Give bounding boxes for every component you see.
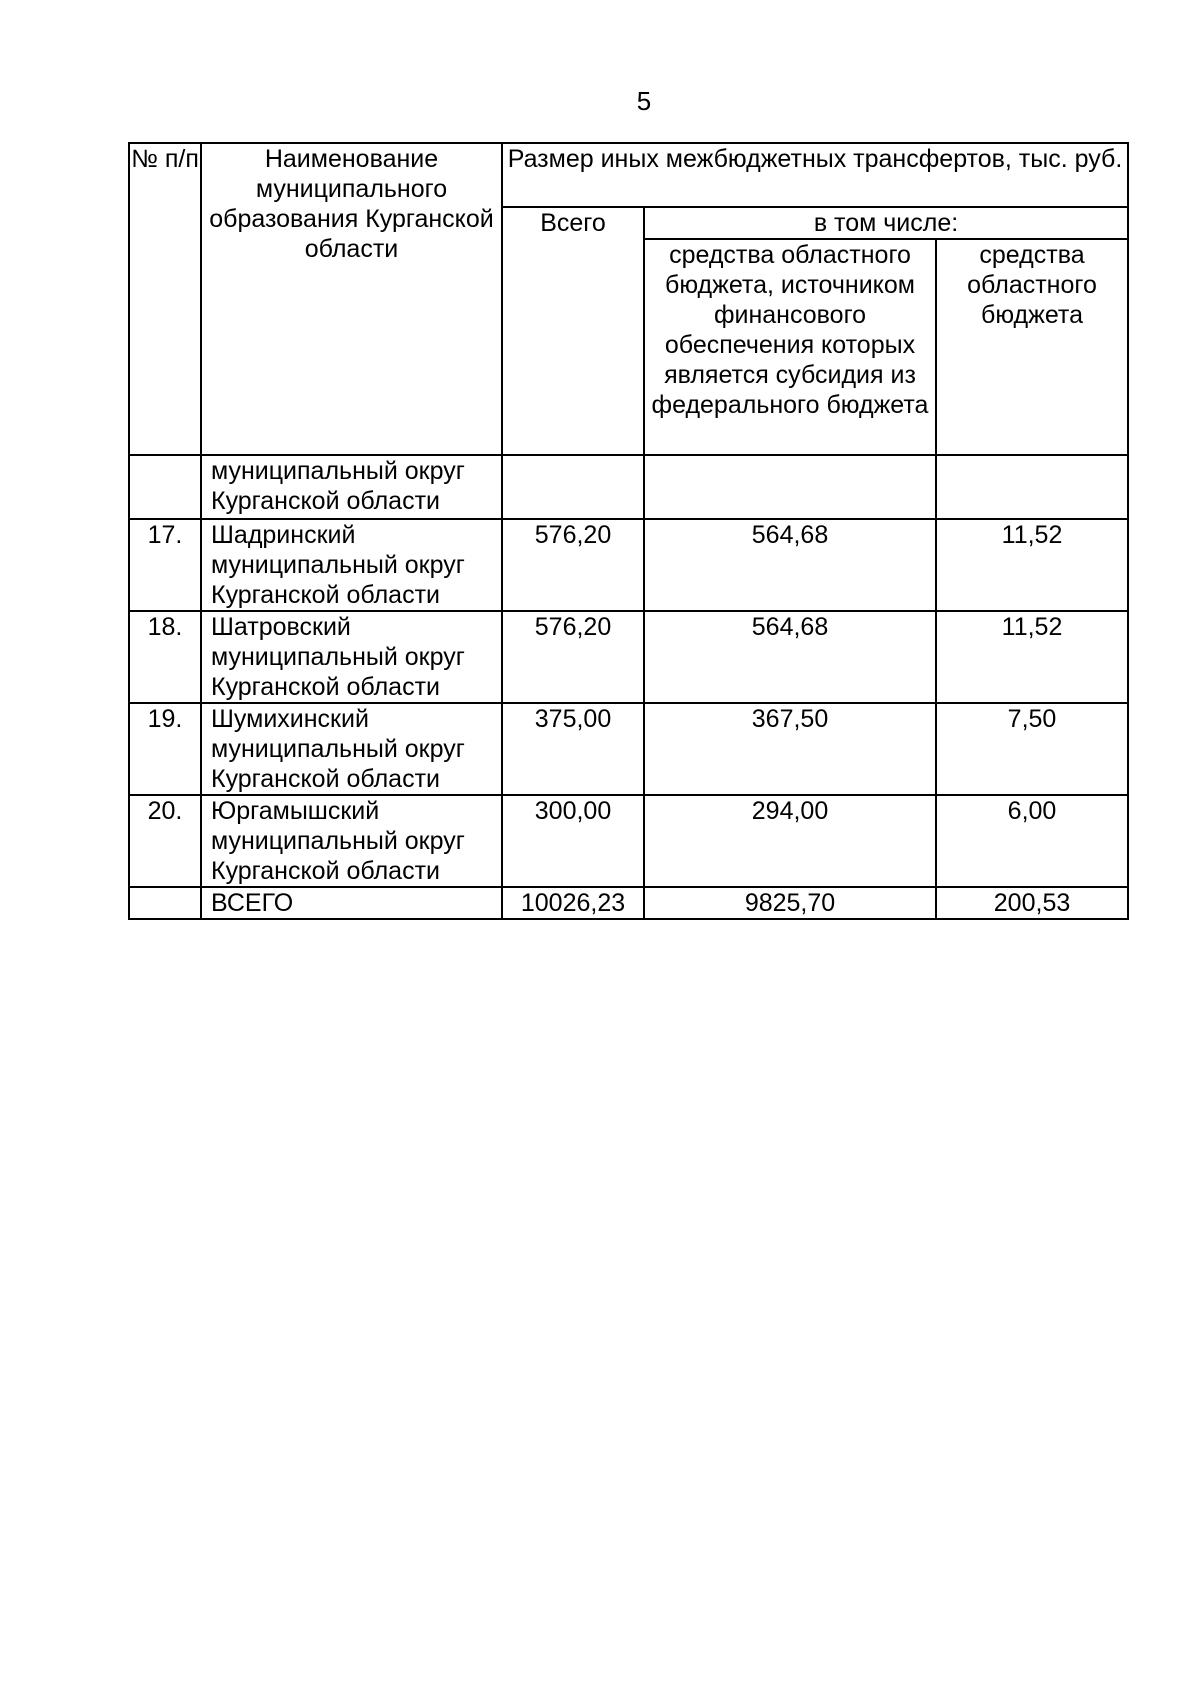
cell-name: Шатровский муниципальный округ Курганской области [201, 611, 502, 703]
cell-total: 10026,23 [502, 887, 644, 919]
cell-total: 300,00 [502, 795, 644, 887]
cell-num: 19. [129, 703, 201, 795]
cell-federal [644, 455, 936, 519]
table-row [129, 795, 1128, 887]
header-including: в том числе: [644, 207, 1128, 239]
cell-total: 375,00 [502, 703, 644, 795]
cell-total-label: ВСЕГО [201, 887, 502, 919]
cell-num: 18. [129, 611, 201, 703]
table-row-total [129, 887, 1128, 919]
header-num: № п/п [129, 143, 201, 455]
cell-regional: 11,52 [936, 519, 1128, 611]
cell-regional: 6,00 [936, 795, 1128, 887]
cell-total: 576,20 [502, 611, 644, 703]
cell-regional: 7,50 [936, 703, 1128, 795]
cell-name: Юргамышский муниципальный округ Курганской области [201, 795, 502, 887]
header-name: Наименование муниципального образования Курганской области [201, 143, 502, 455]
header-total: Всего [502, 207, 644, 455]
table-row-continued [129, 455, 1128, 519]
header-federal: средства областного бюджета, источником финансового обеспечения которых является субсидия из федерального бюджета [644, 239, 936, 455]
table-row [129, 703, 1128, 795]
cell-federal: 294,00 [644, 795, 936, 887]
cell-federal: 564,68 [644, 519, 936, 611]
transfers-table [128, 142, 1129, 920]
cell-regional: 200,53 [936, 887, 1128, 919]
table-row [129, 611, 1128, 703]
cell-num: 20. [129, 795, 201, 887]
header-regional: средства областного бюджета [936, 239, 1128, 455]
page-number: 5 [636, 86, 652, 116]
cell-name: Шумихинский муниципальный округ Курганской области [201, 703, 502, 795]
cell-regional: 11,52 [936, 611, 1128, 703]
cell-federal: 367,50 [644, 703, 936, 795]
cell-name: муниципальный округ Курганской области [201, 455, 502, 519]
cell-federal: 9825,70 [644, 887, 936, 919]
cell-federal: 564,68 [644, 611, 936, 703]
cell-num [129, 455, 201, 519]
cell-regional [936, 455, 1128, 519]
table-row [129, 519, 1128, 611]
cell-total: 576,20 [502, 519, 644, 611]
header-size: Размер иных межбюджетных трансфертов, тыс. руб. [502, 143, 1128, 207]
cell-name: Шадринский муниципальный округ Курганской области [201, 519, 502, 611]
cell-num: 17. [129, 519, 201, 611]
cell-total [502, 455, 644, 519]
cell-num [129, 887, 201, 919]
